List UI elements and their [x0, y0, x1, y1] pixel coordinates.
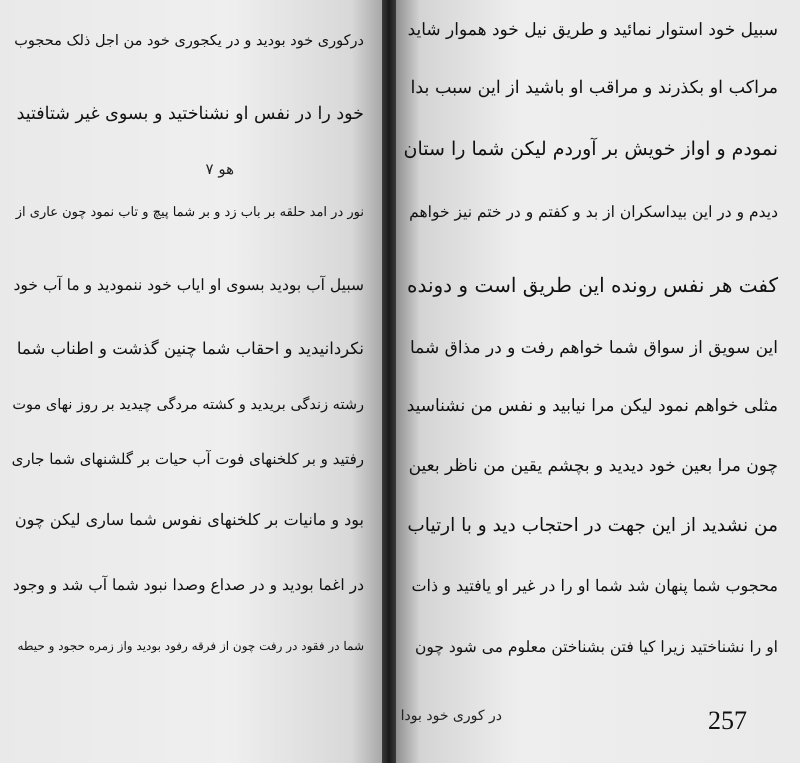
left-line-8: بود و مانیات بر کلخنهای نفوس شما ساری لیکن چون: [14, 510, 364, 529]
left-page: [0, 0, 382, 763]
right-line-10: محجوب شما پنهان شد شما او را در غیر او یافتید و ذات: [411, 576, 778, 595]
left-line-7: رفتید و بر کلخنهای فوت آب حیات بر گلشنهای شما جاری: [11, 450, 364, 468]
right-line-11: او را نشناختید زیرا کیا فتن بشناختن معلوم می شود چون: [415, 638, 778, 656]
right-line-2: مراکب او بکذرند و مراقب او باشید از این سبب بدا: [410, 78, 778, 98]
right-line-6: این سویق از سواق شما خواهم رفت و در مذاق شما: [410, 338, 778, 358]
right-line-3: نمودم و اواز خویش بر آوردم لیکن شما را ستان: [403, 138, 778, 160]
right-line-1: سبیل خود استوار نمائید و طریق نیل خود هموار شاید: [407, 20, 778, 40]
left-line-1: درکوری خود بودید و در یکجوری خود من اجل ذلک محجوب: [14, 33, 364, 49]
page-number: 257: [708, 706, 747, 735]
right-line-5: کفت هر نفس رونده این طریق است و دونده: [406, 273, 778, 297]
left-line-6: رشته زندگی بریدید و کشته مردگی چیدید بر روز نهای موت: [12, 397, 364, 413]
right-line-8: چون مرا بعین خود دیدید و بچشم یقین من ناظر بعین: [408, 456, 778, 476]
right-line-7: مثلی خواهم نمود لیکن مرا نیابید و نفس من نشناسید: [406, 396, 778, 416]
left-line-4: سبیل آب بودید بسوی او ایاب خود ننمودید و ما آب خود: [13, 276, 364, 294]
right-page: [396, 0, 800, 763]
catchword: در کوری خود بودا: [400, 708, 502, 724]
left-line-3: نور در امد حلقه بر باب زد و بر شما پیچ و تاب نمود چون عاری از: [15, 205, 364, 220]
left-line-2: خود را در نفس او نشناختید و بسوی غیر شتافتید: [16, 104, 364, 124]
left-line-10: شما در فقود در رفت چون از فرقه رفود بودید واز زمره حجود و حیطه: [17, 639, 364, 653]
right-line-4: دیدم و در این بیداسکران از بد و کفتم و در ختم نیز خواهم: [409, 203, 778, 221]
section-mark: هو ۷: [205, 160, 234, 178]
left-line-9: در اغما بودید و در صداع وصدا نبود شما آب شد و وجود: [12, 576, 364, 594]
right-line-9: من نشدید از این جهت در احتجاب دید و با ارتیاب: [407, 515, 778, 536]
book-gutter: [382, 0, 396, 763]
left-line-5: نکردانیدید و احقاب شما چنین گذشت و اطناب شما: [16, 339, 364, 358]
